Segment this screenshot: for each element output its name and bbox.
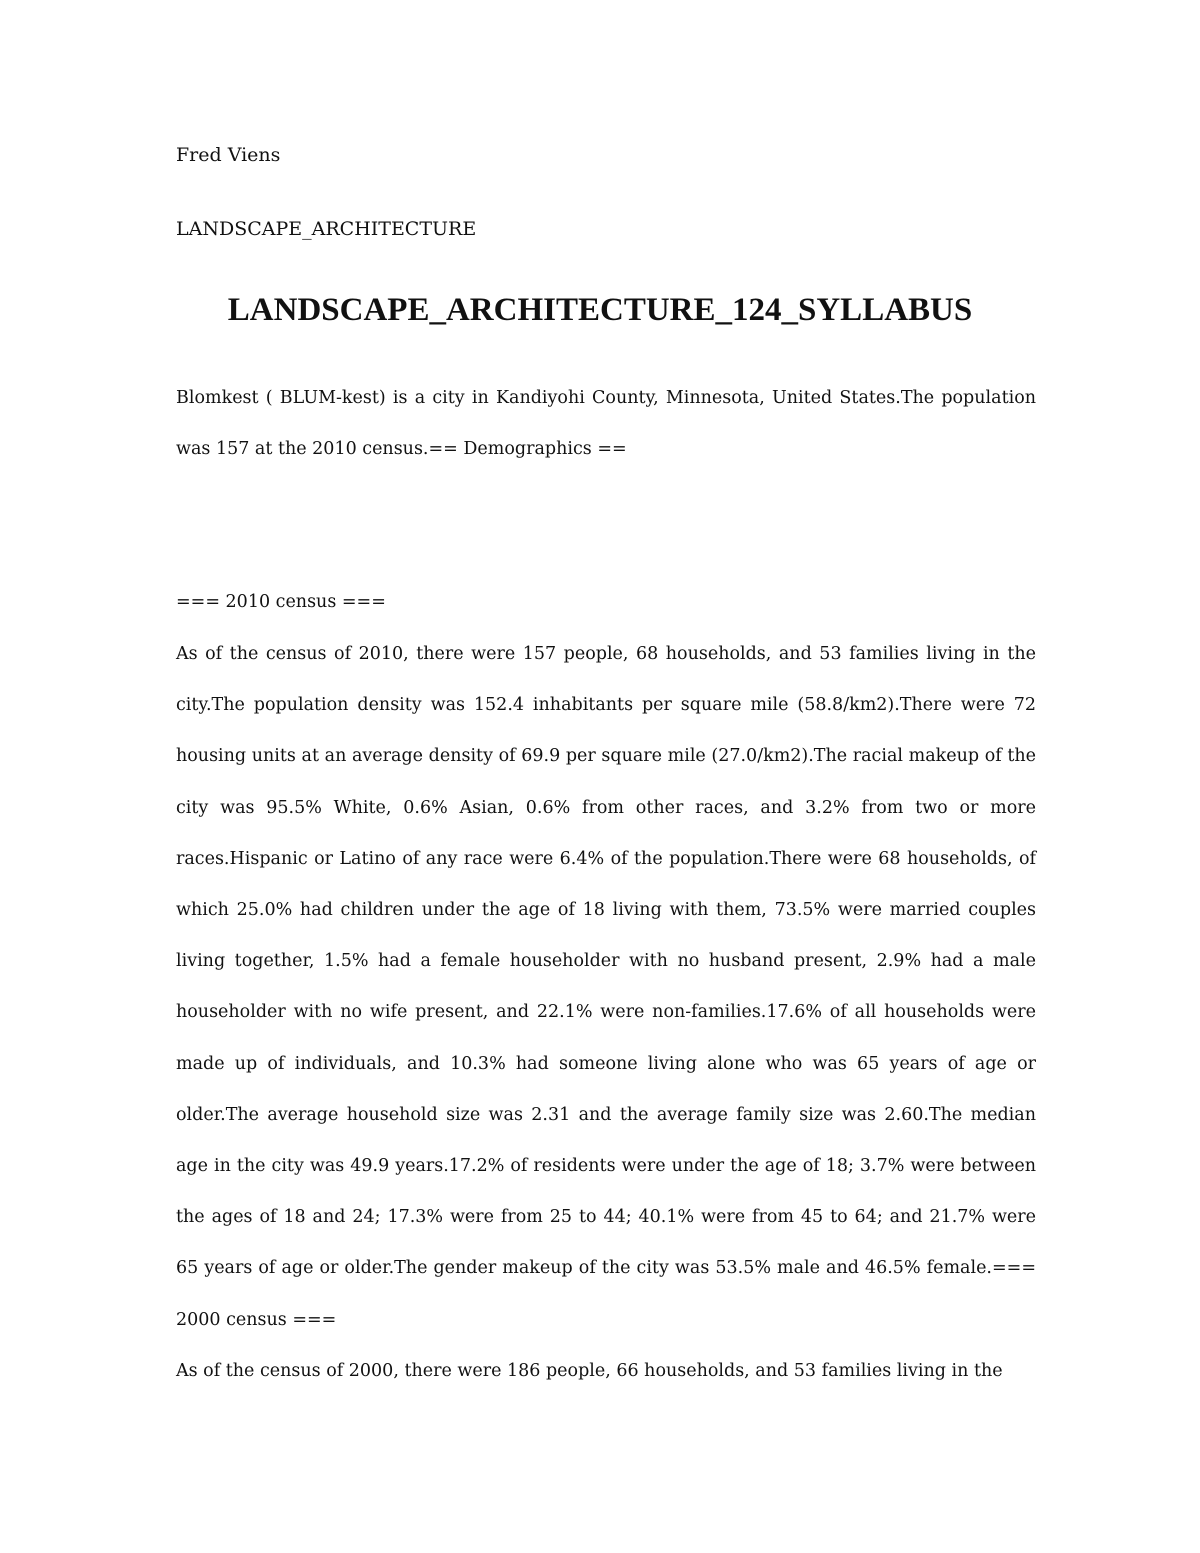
document-title: LANDSCAPE_ARCHITECTURE_124_SYLLABUS [227,292,973,328]
author-name: Fred Viens [176,144,281,166]
census-2010-paragraph: As of the census of 2010, there were 157 people, 68 households, and 53 families living in the city.The population density was 152.4 inhabitants per square mile (58.8/km2).There were 72 housing units at an average density of 69.9 per square mile (27.0/km2).The racial makeup of the city was 95.5% White, 0.6% Asian, 0.6% from other races, and 3.2% from two or more races.Hispanic or Latino of any race were 6.4% of the population.There were 68 households, of which 25.0% had children under the age of 18 living with them, 73.5% were married couples living together, 1.5% had a female householder with no husband present, 2.9% had a male householder with no wife present, and 22.1% were non-families.17.6% of all households were made up of individuals, and 10.3% had someone living alone who was 65 years of age or older.The average household size was 2.31 and the average family size was 2.60.The median age in the city was 49.9 years.17.2% of residents were under the age of 18; 3.7% were between the ages of 18 and 24; 17.3% were from 25 to 44; 40.1% were from 45 to 64; and 21.7% were 65 years of age or older.The gender makeup of the city was 53.5% male and 46.5% female.=== 2000 census === [176,644,1036,1330]
census-2010-heading: === 2010 census === [176,592,386,612]
intro-paragraph: Blomkest ( BLUM-kest) is a city in Kandiyohi County, Minnesota, United States.The population was 157 at the 2010 census.== Demographics == [176,388,1036,460]
census-2000-paragraph: As of the census of 2000, there were 186 people, 66 households, and 53 families living in the [176,1360,1003,1381]
census-body [176,629,1036,1397]
course-name: LANDSCAPE_ARCHITECTURE [176,218,477,240]
